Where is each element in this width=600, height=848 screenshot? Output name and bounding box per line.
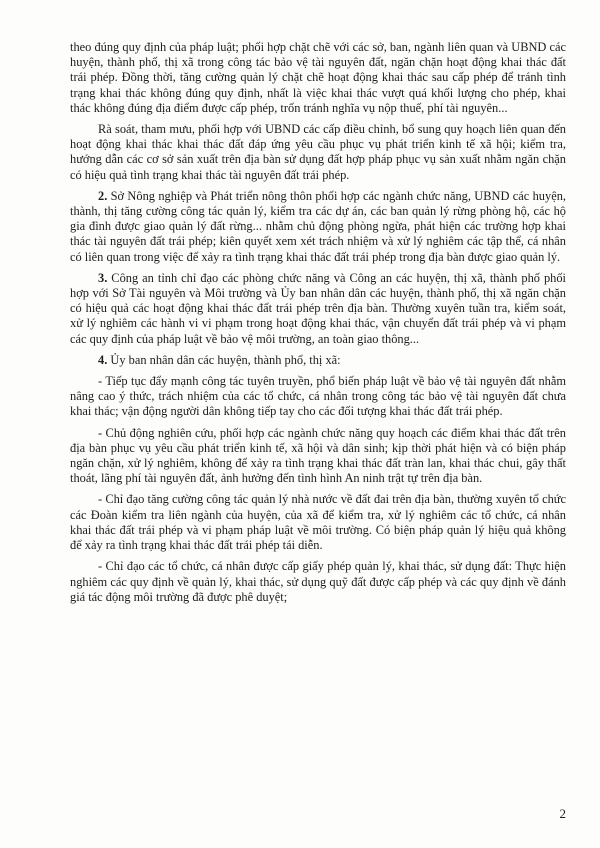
paragraph-text: - Chỉ đạo tăng cường công tác quản lý nhà nước về đất đai trên địa bàn, thường xuyên tổ chức các Đoàn kiểm tra liên ngành của huyện, của xã để kiểm tra, xử lý nghiêm các tổ chức, cá nhân khai thác đất trái phép và vi phạm pháp luật về môi trường. Có biện pháp quản lý hiệu quả không để xảy ra tình trạng khai thác đất trái phép tái diễn. [70, 492, 566, 553]
paragraph-text: Công an tỉnh chỉ đạo các phòng chức năng và Công an các huyện, thị xã, thành phố phối hợp với Sở Tài nguyên và Môi trường và Ủy ban nhân dân các huyện, thành phố, thị xã ngăn chặn có hiệu quả các hoạt động khai thác đất trái phép trên địa bàn. Thường xuyên tuần tra, kiểm soát, xử lý nghiêm các hành vi vi phạm trong hoạt động khai thác, vận chuyển đất trái phép và vi phạm các quy định của pháp luật về bảo vệ môi trường, an toàn giao thông... [70, 270, 566, 346]
paragraph-item-2 [70, 189, 566, 265]
paragraph-bullet-planning [70, 426, 566, 487]
paragraph-text: Ủy ban nhân dân các huyện, thành phố, thị xã: [107, 352, 341, 367]
paragraph-text: - Tiếp tục đẩy mạnh công tác tuyên truyền, phổ biến pháp luật về bảo vệ tài nguyên đất nhằm nâng cao ý thức, trách nhiệm của các tổ chức, cá nhân trong công tác bảo vệ tài nguyên đất chưa khai thác; vận động người dân không tiếp tay cho các đối tượng khai thác đất trái phép. [70, 374, 566, 419]
paragraph-bullet-management [70, 492, 566, 553]
paragraph-item-3 [70, 271, 566, 347]
paragraph-bullet-licensing [70, 559, 566, 605]
item-number: 4. [98, 352, 108, 367]
paragraph-text: Sở Nông nghiệp và Phát triển nông thôn phối hợp các ngành chức năng, UBND các huyện, thành, thị tăng cường công tác quản lý, kiểm tra các dự án, các ban quản lý rừng phòng hộ, các hộ gia đình được giao quản lý đất rừng... nhằm chủ động phòng ngừa, phát hiện các trường hợp khai thác tài nguyên đất trái phép; kiên quyết xem xét trách nhiệm và xử lý nghiêm các tập thể, cá nhân có liên quan trong việc để xảy ra tình trạng khai thác đất trái phép trong địa bàn được giao quản lý. [70, 188, 566, 264]
paragraph-text: Rà soát, tham mưu, phối hợp với UBND các cấp điều chỉnh, bổ sung quy hoạch liên quan đến hoạt động khai thác khai thác đất đáp ứng yêu cầu phục vụ phát triển kinh tế xã hội; kiểm tra, hướng dẫn các cơ sở sản xuất trên địa bàn sử dụng đất hợp pháp phục vụ sản xuất nhằm ngăn chặn có hiệu quả tình trạng khai thác tài nguyên đất trái phép. [70, 122, 566, 182]
item-number: 3. [98, 270, 108, 285]
paragraph-text: - Chủ động nghiên cứu, phối hợp các ngành chức năng quy hoạch các điểm khai thác đất trên địa bàn phục vụ yêu cầu phát triển kinh tế, xã hội và dân sinh; kịp thời phát hiện và có biện pháp ngăn chặn, xử lý nghiêm, không để xảy ra tình trạng khai thác đất tràn lan, khai thác chui, gây thất thoát, lãng phí tài nguyên đất, ảnh hưởng đến tình hình An ninh trật tự trên địa bàn. [70, 425, 566, 486]
paragraph-text: theo đúng quy định của pháp luật; phối hợp chặt chẽ với các sở, ban, ngành liên quan và UBND các huyện, thành phố, thị xã trong công tác bảo vệ tài nguyên đất, ngăn chặn hoạt động khai thác đất trái phép. Đồng thời, tăng cường quản lý chặt chẽ hoạt động khai thác sau cấp phép để tránh tình trạng khai thác không đúng quy định, nhất là việc khai thác vượt quá khối lượng cho phép, khai thác không đúng địa điểm được cấp phép, trốn tránh nghĩa vụ nộp thuế, phí tài nguyên... [70, 40, 566, 115]
document-body [70, 40, 566, 611]
paragraph-item-4 [70, 353, 566, 368]
paragraph-review-planning [70, 122, 566, 183]
paragraph-text: - Chỉ đạo các tổ chức, cá nhân được cấp giấy phép quản lý, khai thác, sử dụng đất: Thực hiện nghiêm các quy định về quản lý, khai thác, sử dụng quỹ đất được cấp phép và các quy định về đánh giá tác động môi trường đã được phê duyệt; [70, 559, 566, 604]
item-number: 2. [98, 188, 108, 203]
page-number: 2 [559, 806, 566, 821]
paragraph-continuation [70, 40, 566, 116]
paragraph-bullet-propaganda [70, 374, 566, 420]
